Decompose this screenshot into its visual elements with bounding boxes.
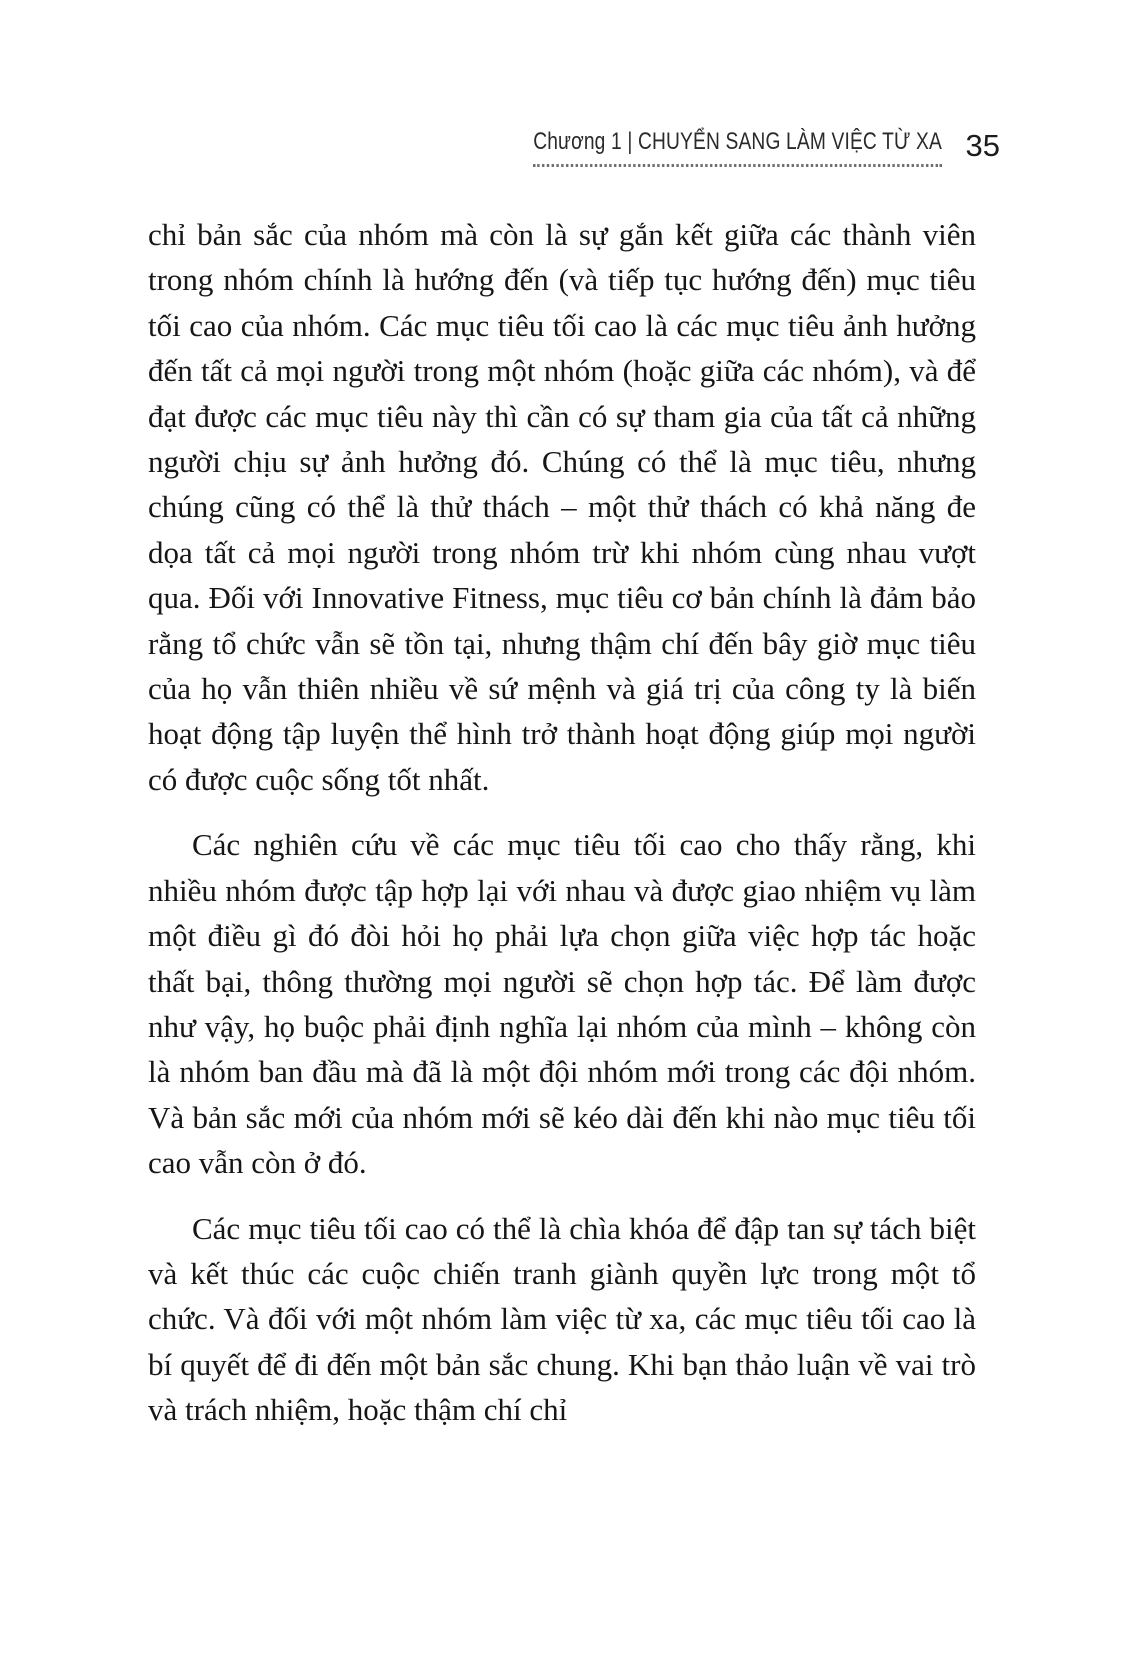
page-number: 35 [965,128,1000,163]
page-body [148,212,976,1433]
chapter-heading: Chương 1 | CHUYỂN SANG LÀM VIỆC TỪ XA [533,128,942,167]
running-header [431,128,1000,167]
paragraph: Các nghiên cứu về các mục tiêu tối cao cho thấy rằng, khi nhiều nhóm được tập hợp lại với nhau và được giao nhiệm vụ làm một điều gì đó đòi hỏi họ phải lựa chọn giữa việc hợp tác hoặc thất bại, thông thường mọi người sẽ chọn hợp tác. Để làm được như vậy, họ buộc phải định nghĩa lại nhóm của mình – không còn là nhóm ban đầu mà đã là một đội nhóm mới trong các đội nhóm. Và bản sắc mới của nhóm mới sẽ kéo dài đến khi nào mục tiêu tối cao vẫn còn ở đó. [148,827,976,1181]
paragraph: chỉ bản sắc của nhóm mà còn là sự gắn kết giữa các thành viên trong nhóm chính là hướng đến (và tiếp tục hướng đến) mục tiêu tối cao của nhóm. Các mục tiêu tối cao là các mục tiêu ảnh hưởng đến tất cả mọi người trong một nhóm (hoặc giữa các nhóm), và để đạt được các mục tiêu này thì cần có sự tham gia của tất cả những người chịu sự ảnh hưởng đó. Chúng có thể là mục tiêu, nhưng chúng cũng có thể là thử thách – một thử thách có khả năng đe dọa tất cả mọi người trong nhóm trừ khi nhóm cùng nhau vượt qua. Đối với Innovative Fitness, mục tiêu cơ bản chính là đảm bảo rằng tổ chức vẫn sẽ tồn tại, nhưng thậm chí đến bây giờ mục tiêu của họ vẫn thiên nhiều về sứ mệnh và giá trị của công ty là biến hoạt động tập luyện thể hình trở thành hoạt động giúp mọi người có được cuộc sống tốt nhất. [148,217,976,797]
paragraph: Các mục tiêu tối cao có thể là chìa khóa để đập tan sự tách biệt và kết thúc các cuộc chiến tranh giành quyền lực trong một tổ chức. Và đối với một nhóm làm việc từ xa, các mục tiêu tối cao là bí quyết để đi đến một bản sắc chung. Khi bạn thảo luận về vai trò và trách nhiệm, hoặc thậm chí chỉ [148,1210,976,1428]
